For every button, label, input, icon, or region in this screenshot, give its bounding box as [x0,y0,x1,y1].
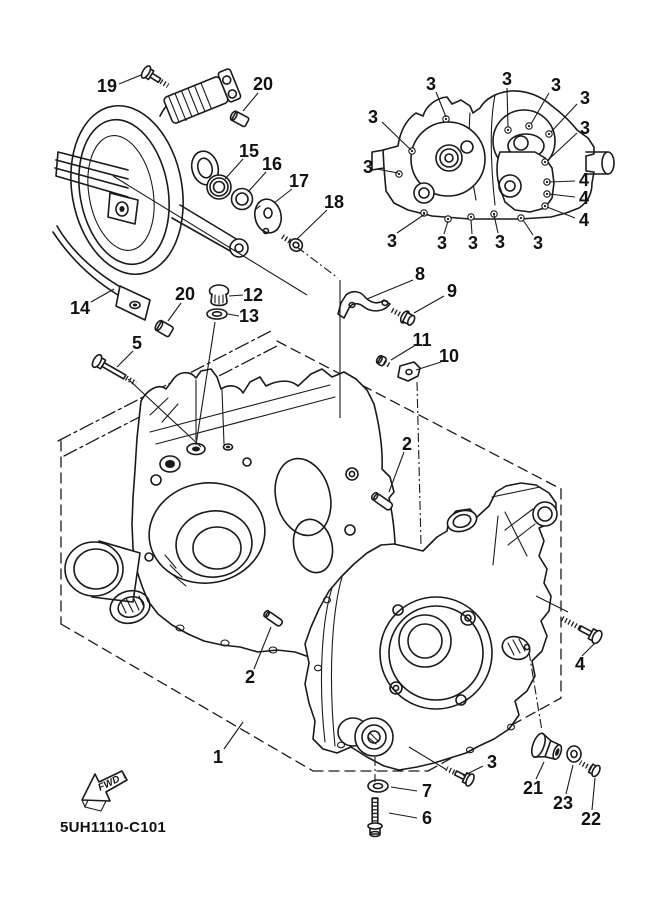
callout-leader-7 [391,787,417,791]
callout-20: 20 [252,74,274,94]
collar-20-upper [229,110,249,127]
callout-2: 2 [401,434,413,454]
callout-10: 10 [438,346,460,366]
callout-leader-13 [228,314,239,316]
callout-3: 3 [367,107,379,127]
plug-12 [210,285,229,306]
bearing-16 [232,189,253,210]
callout-4: 4 [578,210,590,230]
plate-17 [252,197,285,236]
callout-12: 12 [242,285,264,305]
callout-3: 3 [436,233,448,253]
callout-4: 4 [574,654,586,674]
callout-leader-10 [416,362,441,370]
callout-leader-20 [243,93,258,111]
callout-11: 11 [412,330,432,350]
callout-leader-3 [397,214,425,233]
callout-16: 16 [261,154,283,174]
callout-leader-19 [119,75,141,84]
callout-3: 3 [550,75,562,95]
callout-leader-11 [391,346,414,360]
fwd-arrow [82,771,127,811]
diagram-code: 5UH1110-C101 [60,819,167,836]
callout-1: 1 [212,747,224,767]
callout-3: 3 [425,74,437,94]
callout-20: 20 [174,284,196,304]
bolt-19 [140,65,172,92]
washer-13 [207,309,227,319]
callout-leader-2 [389,452,404,492]
callout-3: 3 [386,231,398,251]
screw-11 [375,355,393,370]
bolt-5 [90,353,139,389]
callout-22: 22 [580,809,602,829]
callout-23: 23 [552,793,574,813]
bushing-21 [529,732,565,765]
callout-4: 4 [578,170,590,190]
bolt-4-loose [558,612,603,645]
callout-7: 7 [421,781,433,801]
callout-3: 3 [501,69,513,89]
callout-leader-1 [224,722,243,749]
callout-3: 3 [579,118,591,138]
callout-15: 15 [238,141,260,161]
callout-leader-9 [414,296,444,313]
callout-5: 5 [131,333,143,353]
callout-3: 3 [362,157,374,177]
callout-9: 9 [446,281,458,301]
callout-6: 6 [421,808,433,828]
callout-leader-3 [523,220,533,235]
callout-4: 4 [578,188,590,208]
callout-leader-12 [229,295,243,296]
bearing-15 [207,175,231,199]
callout-leader-8 [367,280,413,299]
callout-3: 3 [486,752,498,772]
clamp-10 [398,362,420,381]
washer-7 [368,780,388,792]
bracket-8 [338,292,390,318]
bolt-9 [389,304,417,327]
fwd-label: FWD [96,773,122,794]
bolt-3-loose [444,763,476,787]
collar-20-lower [154,319,174,337]
callout-3: 3 [494,232,506,252]
callout-8: 8 [414,264,426,284]
callout-leader-22 [592,778,595,810]
callout-leader-21 [536,762,544,779]
callout-leader-15 [225,159,243,179]
callout-leader-3 [471,220,472,234]
callout-leader-17 [274,189,292,203]
callout-19: 19 [96,76,118,96]
callout-leader-5 [117,351,133,367]
callout-leader-18 [297,210,327,239]
callout-13: 13 [238,306,260,326]
callout-leader-6 [389,813,417,818]
bolt-22 [577,757,601,778]
callout-leader-14 [91,289,114,302]
callout-17: 17 [288,171,310,191]
callout-3: 3 [532,233,544,253]
bolt-6 [368,798,382,837]
callout-3: 3 [467,233,479,253]
callout-leader-20 [168,303,181,321]
callout-leader-23 [566,765,573,794]
callout-14: 14 [69,298,91,318]
callout-leader-16 [248,172,266,192]
callout-2: 2 [244,667,256,687]
callout-3: 3 [579,88,591,108]
callout-18: 18 [323,192,345,212]
callout-21: 21 [522,778,544,798]
washer-23 [567,746,581,762]
assembled-crankcase-view [372,91,614,222]
